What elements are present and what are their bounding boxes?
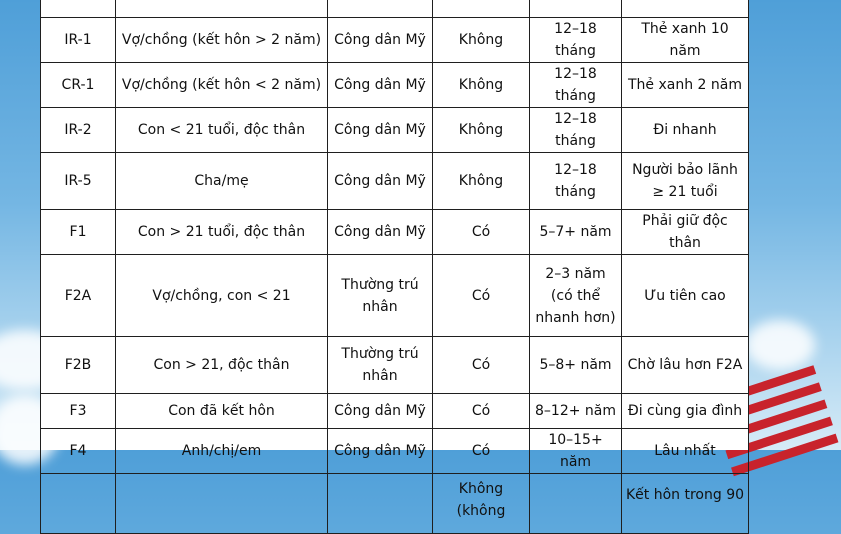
quota-cell: Không [433, 18, 530, 63]
wait-time-cell: 8–12+ năm [530, 394, 622, 429]
sponsor-cell: Công dân Mỹ [328, 108, 433, 153]
table-row [41, 210, 749, 255]
table-row [41, 394, 749, 429]
note-cell: Ưu tiên cao [622, 255, 749, 337]
wait-time-cell: 12–18 tháng [530, 18, 622, 63]
visa-code-cell: F2A [41, 255, 116, 337]
relation-cell: Con > 21, độc thân [116, 337, 328, 394]
note-cell: Chờ lâu hơn F2A [622, 337, 749, 394]
quota-cell: Có [433, 429, 530, 474]
visa-code-cell: IR-1 [41, 18, 116, 63]
table-row [41, 0, 749, 18]
visa-code-cell: IR-5 [41, 153, 116, 210]
wait-time-cell: 5–7+ năm [530, 210, 622, 255]
relation-cell: Vợ/chồng (kết hôn > 2 năm) [116, 18, 328, 63]
quota-cell: Không [433, 153, 530, 210]
wait-time-cell: 2–3 năm (có thể nhanh hơn) [530, 255, 622, 337]
relation-cell: Vợ/chồng (kết hôn < 2 năm) [116, 63, 328, 108]
note-cell: Đi cùng gia đình [622, 394, 749, 429]
visa-code-cell: CR-1 [41, 63, 116, 108]
background-cloud [745, 320, 815, 370]
sponsor-cell: Công dân Mỹ [328, 394, 433, 429]
wait-time-cell: 12–18 tháng [530, 63, 622, 108]
sponsor-cell: Công dân Mỹ [328, 429, 433, 474]
wait-time-cell [530, 474, 622, 534]
quota-cell: Có [433, 210, 530, 255]
visa-code-cell [41, 0, 116, 18]
relation-cell: Anh/chị/em [116, 429, 328, 474]
table-row [41, 153, 749, 210]
sponsor-cell: Công dân Mỹ [328, 210, 433, 255]
sponsor-cell [328, 474, 433, 534]
note-cell: Phải giữ độc thân [622, 210, 749, 255]
relation-cell: Con < 21 tuổi, độc thân [116, 108, 328, 153]
sponsor-cell: Thường trú nhân [328, 255, 433, 337]
table-row [41, 429, 749, 474]
table-row [41, 18, 749, 63]
note-cell: Thẻ xanh 2 năm [622, 63, 749, 108]
quota-cell: Có [433, 255, 530, 337]
quota-cell [433, 0, 530, 18]
note-cell: Đi nhanh [622, 108, 749, 153]
visa-code-cell: F2B [41, 337, 116, 394]
quota-cell: Không [433, 108, 530, 153]
note-cell: Kết hôn trong 90 [622, 474, 749, 534]
wait-time-cell: 12–18 tháng [530, 153, 622, 210]
wait-time-cell: 5–8+ năm [530, 337, 622, 394]
relation-cell: Vợ/chồng, con < 21 [116, 255, 328, 337]
relation-cell [116, 0, 328, 18]
relation-cell: Con > 21 tuổi, độc thân [116, 210, 328, 255]
visa-category-table [40, 0, 749, 534]
note-cell: Lâu nhất [622, 429, 749, 474]
sponsor-cell: Công dân Mỹ [328, 63, 433, 108]
visa-code-cell: F4 [41, 429, 116, 474]
wait-time-cell [530, 0, 622, 18]
sponsor-cell: Công dân Mỹ [328, 18, 433, 63]
wait-time-cell: 10–15+ năm [530, 429, 622, 474]
quota-cell: Không (không [433, 474, 530, 534]
visa-code-cell: IR-2 [41, 108, 116, 153]
table-row [41, 255, 749, 337]
table-row [41, 63, 749, 108]
sponsor-cell: Thường trú nhân [328, 337, 433, 394]
visa-code-cell: F1 [41, 210, 116, 255]
note-cell: Người bảo lãnh ≥ 21 tuổi [622, 153, 749, 210]
document-sheet [40, 0, 748, 519]
relation-cell: Cha/mẹ [116, 153, 328, 210]
sponsor-cell [328, 0, 433, 18]
note-cell: Thẻ xanh 10 năm [622, 18, 749, 63]
wait-time-cell: 12–18 tháng [530, 108, 622, 153]
sponsor-cell: Công dân Mỹ [328, 153, 433, 210]
relation-cell [116, 474, 328, 534]
quota-cell: Có [433, 394, 530, 429]
quota-cell: Có [433, 337, 530, 394]
table-row [41, 108, 749, 153]
table-row [41, 337, 749, 394]
relation-cell: Con đã kết hôn [116, 394, 328, 429]
note-cell [622, 0, 749, 18]
visa-code-cell: F3 [41, 394, 116, 429]
table-row [41, 474, 749, 534]
visa-code-cell [41, 474, 116, 534]
quota-cell: Không [433, 63, 530, 108]
